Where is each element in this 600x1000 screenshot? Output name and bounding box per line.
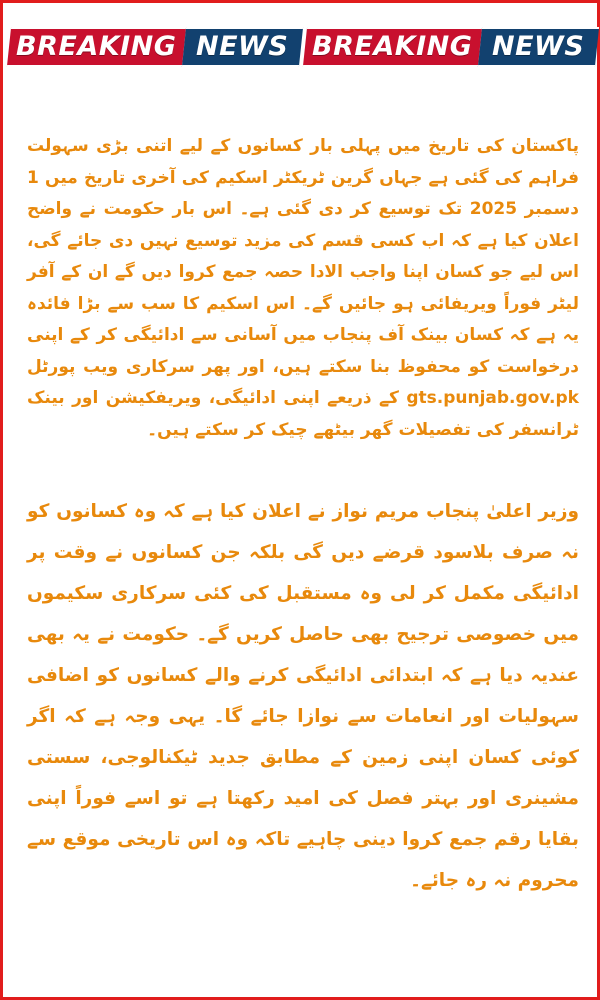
breaking-news-banner — [9, 27, 597, 67]
news-label — [478, 27, 599, 67]
article-paragraph-2: وزیر اعلیٰ پنجاب مریم نواز نے اعلان کیا ہے کہ وہ کسانوں کو نہ صرف بلاسود قرضے دیں گی بلکہ جن کسانوں نے وقت پر ادائیگی مکمل کر لی وہ مستقبل کی کئی سرکاری سکیموں میں خصوصی ترجیح بھی حاصل کریں گے۔ حکومت نے یہ بھی عندیہ دیا ہے کہ ابتدائی ادائیگی کرنے والے کسانوں کو اضافی سہولیات اور انعامات سے نوازا جائے گا۔ یہی وجہ ہے کہ اگر کوئی کسان اپنی زمین کے مطابق جدید ٹیکنالوجی، سستی مشینری اور بہتر فصل کی امید رکھتا ہے تو اسے فوراً اپنی بقایا رقم جمع کروا دینی چاہیے تاکہ وہ اس تاریخی موقع سے محروم نہ رہ جائے۔ — [27, 501, 579, 891]
article-paragraph-1: پاکستان کی تاریخ میں پہلی بار کسانوں کے لیے اتنی بڑی سہولت فراہم کی گئی ہے جہاں گرین ٹریکٹر اسکیم کی آخری تاریخ میں 1 دسمبر 2025 تک توسیع کر دی گئی ہے۔ اس بار حکومت نے واضح اعلان کیا ہے کہ اب کسی قسم کی مزید توسیع نہیں دی جائے گی، اس لیے جو کسان اپنا واجب الادا حصہ جمع کروا دیں گے ان کے آفر لیٹر فوراً ویریفائی ہو جائیں گے۔ اس اسکیم کا سب سے بڑا فائدہ یہ ہے کہ کسان بینک آف پنجاب میں آسانی سے ادائیگی کر کے اپنی درخواست کو محفوظ بنا سکتے ہیں، اور پھر سرکاری ویب پورٹل gts.punjab.gov.pk کے ذریعے اپنی ادائیگی، ویریفکیشن اور بینک ٹرانسفر کی تفصیلات گھر بیٹھے چیک کر سکتے ہیں۔ — [27, 136, 579, 440]
breaking-text: BREAKING — [16, 31, 177, 62]
breaking-label — [7, 27, 186, 67]
news-text: NEWS — [492, 31, 585, 62]
news-text: NEWS — [196, 31, 289, 62]
breaking-text: BREAKING — [312, 31, 473, 62]
banner-group-2 — [305, 27, 597, 67]
breaking-label — [303, 27, 482, 67]
banner-group-1 — [9, 27, 301, 67]
news-label — [182, 27, 303, 67]
